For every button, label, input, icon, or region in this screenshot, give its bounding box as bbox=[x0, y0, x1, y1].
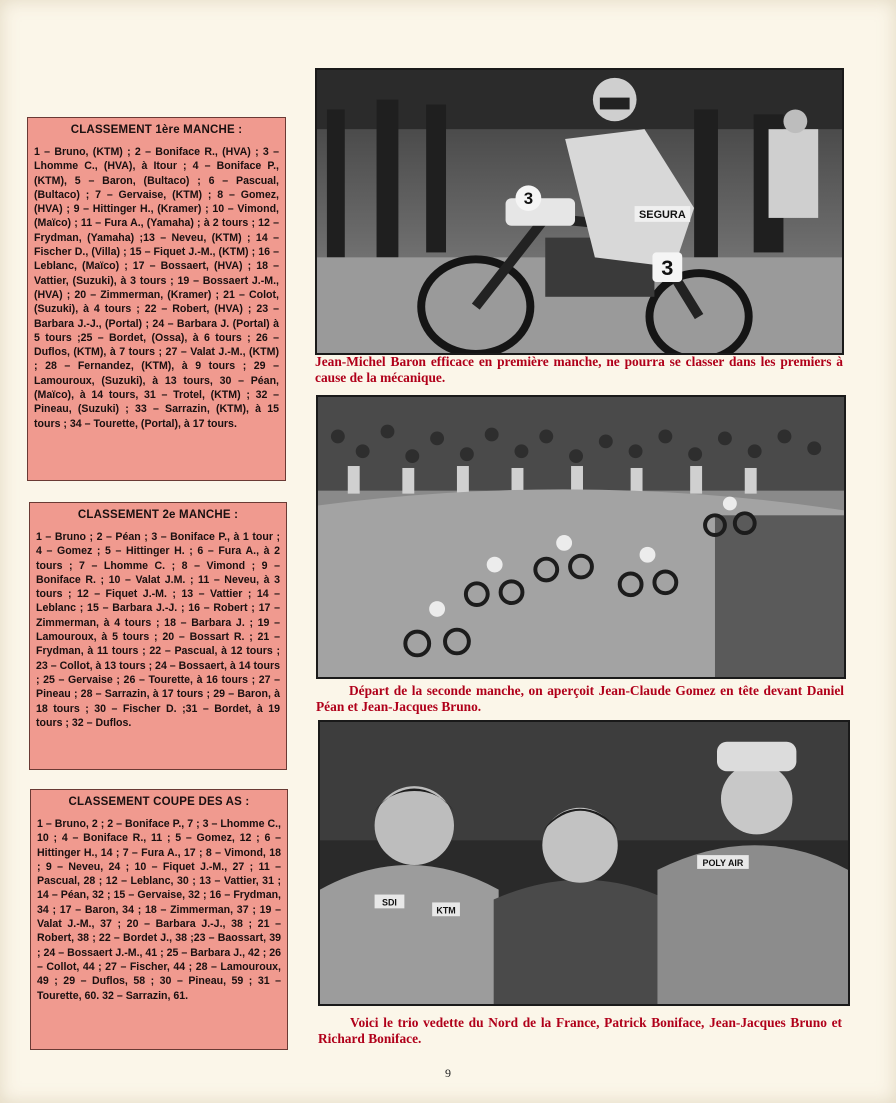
photo-rider-baron bbox=[315, 68, 844, 355]
bib-number-front: 3 bbox=[523, 189, 534, 209]
patch-ktm: KTM bbox=[436, 905, 456, 916]
sponsor-label: SEGURA bbox=[639, 208, 686, 221]
photo-race-start bbox=[316, 395, 846, 679]
photo-trio bbox=[318, 720, 850, 1006]
results-box-manche2 bbox=[29, 502, 287, 770]
results-title-manche2: CLASSEMENT 2e MANCHE : bbox=[77, 509, 239, 521]
results-title-manche1: CLASSEMENT 1ère MANCHE : bbox=[70, 124, 243, 136]
patch-polyair: POLY AIR bbox=[702, 857, 744, 868]
results-box-manche1 bbox=[27, 117, 286, 481]
caption-photo-1: Jean-Michel Baron efficace en première manche, ne pourra se classer dans les premiers à cause de la mécanique. bbox=[315, 354, 843, 385]
bib-number-side: 3 bbox=[661, 255, 674, 281]
caption-photo-2: Départ de la seconde manche, on aperçoit Jean-Claude Gomez en tête devant Daniel Péan et Jean-Jacques Bruno. bbox=[316, 683, 844, 714]
page-number: 9 bbox=[445, 1066, 451, 1080]
results-text-manche1: 1 – Bruno, (KTM) ; 2 – Boniface R., (HVA) ; 3 – Lhomme C., (HVA), à Itour ; 4 – Boniface P., (KTM), 5 – Baron, (Bultaco) ; 6 – Pascual, (Bultaco) ; 7 – Gervaise, (KTM) ; 8 – Gomez, (HVA) ; 9 – Hittinger H., (Kramer) ; 10 – Vimond, (Maïco) ; 11 – Fura A., (Yamaha) ; à 2 tours ; 12 – Frydman, (Yamaha) ;13 – Neveu, (KTM) ; 14 – Fischer D., (Villa) ; 15 – Fiquet J.-M., (KTM) ; 16 – Leblanc, (Maïco) ; 17 – Bossaert, (HVA) ; 18 – Vattier, (Suzuki), à 3 tours ; 19 – Bossaert J.-M., (HVA) ; 20 – Zimmerman, (Kramer) ; 21 – Colot, (Suzuki), à 4 tours ; 22 – Robert, (HVA) ; 23 – Barbara J.-J., (Portal) ; 24 – Barbara J. (Portal) à 5 tours ;25 – Bordet, (Ossa), à 6 tours ; 26 – Duflos, (KTM), à 7 tours ; 27 – Valat J.-M., (KTM) ; 28 – Fernandez, (KTM), à 9 tours ; 29 – Lamouroux, (Suzuki), à 13 tours, 30 – Péan, (Maïco), à 14 tours, 31 – Trotel, (KTM) ; 32 – Pineau, (Suzuki) ; 33 – Sarrazin, (KTM), à 15 tours ; 34 – Tourette, (Portal), à 17 tours. bbox=[34, 146, 279, 430]
results-text-manche2: 1 – Bruno ; 2 – Péan ; 3 – Boniface P., à 1 tour ; 4 – Gomez ; 5 – Hittinger H. ; 6 – Fura A., à 2 tours ; 7 – Lhomme C. ; 8 – Vimond ; 9 – Boniface R. ; 10 – Valat J.M. ; 11 – Neveu, à 3 tours ; 12 – Fiquet J.-M. ; 13 – Vattier ; 14 – Leblanc ; 15 – Barbara J.-J. ; 16 – Robert ; 17 – Zimmerman, à 4 tours ; 18 – Barbara J. ; 19 – Lamouroux, à 5 tours ; 20 – Bossart R. ; 21 – Frydman, à 11 tours ; 22 – Pascual, à 12 tours ; 23 – Collot, à 13 tours ; 24 – Bossaert, à 14 tours ; 25 – Gervaise ; 26 – Tourette, à 16 tours ; 27 – Pineau ; 28 – Sarrazin, à 17 tours ; 29 – Baron, à 18 tours ; 30 – Fischer D. ;31 – Bordet, à 19 tours ; 32 – Duflos. bbox=[36, 531, 280, 729]
results-title-coupe: CLASSEMENT COUPE DES AS : bbox=[68, 796, 250, 808]
results-text-coupe: 1 – Bruno, 2 ; 2 – Boniface P., 7 ; 3 – Lhomme C., 10 ; 4 – Boniface R., 11 ; 5 – Gomez, 12 ; 6 – Hittinger H., 14 ; 7 – Fura A., 17 ; 8 – Vimond, 18 ; 9 – Neveu, 24 ; 10 – Fiquet J.-M., 27 ; 11 – Pascual, 28 ; 12 – Leblanc, 30 ; 13 – Vattier, 31 ; 14 – Péan, 32 ; 15 – Gervaise, 32 ; 16 – Frydman, 34 ; 17 – Baron, 34 ; 18 – Zimmerman, 37 ; 19 – Valat J.-M., 37 ; 20 – Barbara J.-J., 38 ; 21 – Robert, 38 ; 22 – Bordet J., 38 ;23 – Baossart, 39 ; 24 – Bossaert J.-M., 41 ; 25 – Barbara J., 42 ; 26 – Collot, 44 ; 27 – Fischer, 44 ; 28 – Lamouroux, 49 ; 29 – Duflos, 58 ; 30 – Pineau, 59 ; 31 – Tourette, 60. 32 – Sarrazin, 61. bbox=[37, 818, 281, 1002]
patch-sdi: SDI bbox=[382, 897, 397, 908]
caption-photo-3: Voici le trio vedette du Nord de la France, Patrick Boniface, Jean-Jacques Bruno et Richard Boniface. bbox=[318, 1015, 842, 1046]
results-box-coupe bbox=[30, 789, 288, 1050]
